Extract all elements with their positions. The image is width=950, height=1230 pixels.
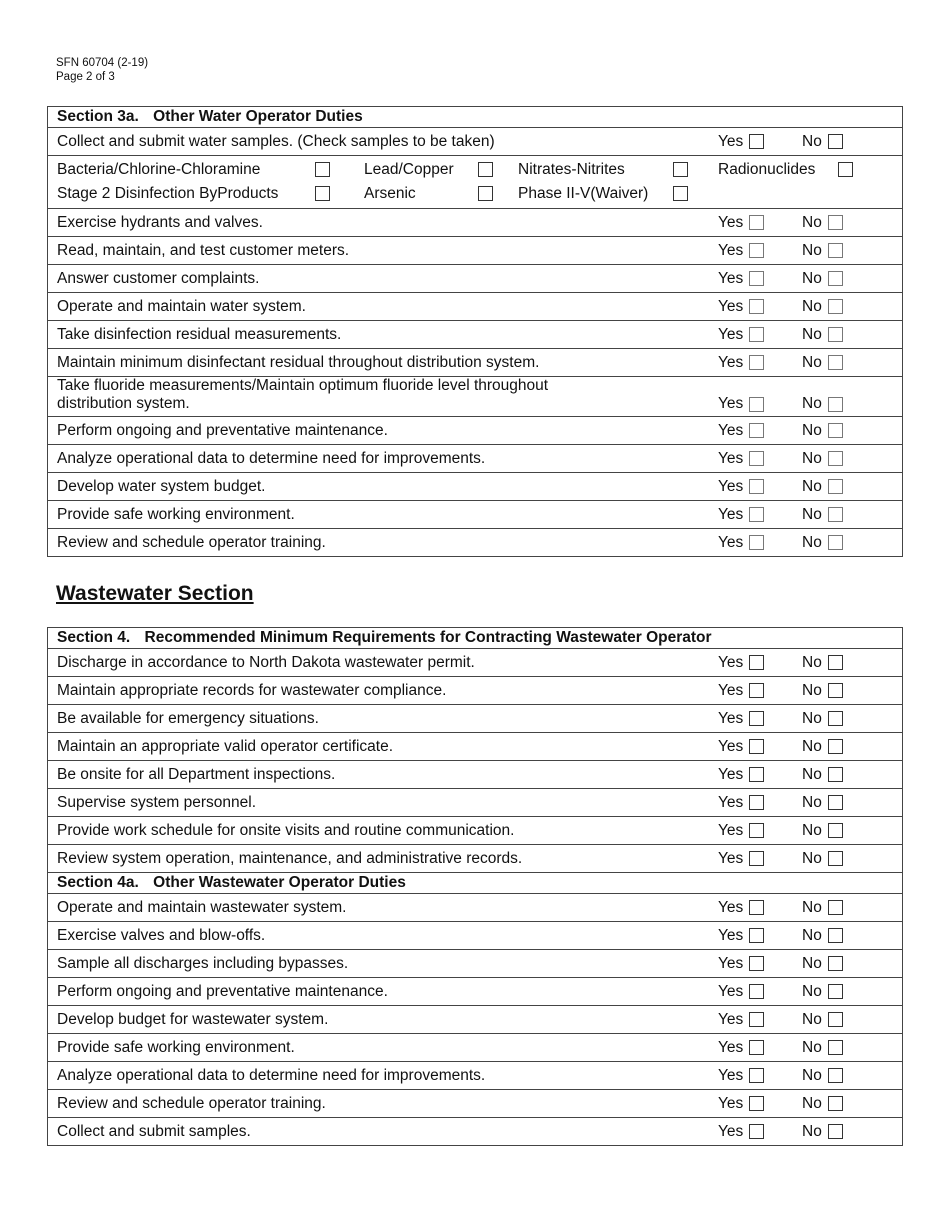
yes-checkbox[interactable] bbox=[749, 711, 764, 726]
yes-checkbox[interactable] bbox=[749, 1012, 764, 1027]
sample-label: Nitrates-Nitrites bbox=[518, 161, 625, 178]
requirement-row bbox=[48, 761, 903, 789]
requirement-row bbox=[48, 649, 903, 677]
no-label: No bbox=[802, 709, 822, 727]
yes-label: Yes bbox=[718, 849, 744, 867]
no-checkbox[interactable] bbox=[828, 655, 843, 670]
yes-label: Yes bbox=[718, 898, 744, 916]
no-checkbox[interactable] bbox=[828, 683, 843, 698]
yes-label: Yes bbox=[718, 765, 744, 783]
no-label: No bbox=[802, 1122, 822, 1140]
yes-checkbox[interactable] bbox=[749, 795, 764, 810]
no-checkbox[interactable] bbox=[828, 215, 843, 230]
no-checkbox[interactable] bbox=[828, 355, 843, 370]
yes-checkbox[interactable] bbox=[749, 397, 764, 412]
sample-label: Arsenic bbox=[364, 185, 416, 202]
duty-row bbox=[48, 501, 903, 529]
yes-label: Yes bbox=[718, 421, 744, 439]
yes-checkbox[interactable] bbox=[749, 956, 764, 971]
sample-checkbox[interactable] bbox=[315, 162, 330, 177]
duty-row bbox=[48, 1062, 903, 1090]
no-label: No bbox=[802, 421, 822, 439]
yes-label: Yes bbox=[718, 793, 744, 811]
yes-label: Yes bbox=[718, 653, 744, 671]
no-checkbox[interactable] bbox=[828, 397, 843, 412]
no-checkbox[interactable] bbox=[828, 451, 843, 466]
no-checkbox[interactable] bbox=[828, 739, 843, 754]
yes-checkbox[interactable] bbox=[749, 900, 764, 915]
duty-label: Sample all discharges including bypasses. bbox=[57, 954, 349, 972]
duty-label: Collect and submit samples. bbox=[57, 1122, 251, 1140]
sample-types-cell bbox=[48, 156, 903, 209]
sample-checkbox[interactable] bbox=[478, 186, 493, 201]
yes-checkbox[interactable] bbox=[749, 739, 764, 754]
samples-row-label: Collect and submit water samples. (Check samples to be taken) bbox=[57, 132, 495, 150]
duty-row bbox=[48, 529, 903, 557]
yes-label: Yes bbox=[718, 297, 744, 315]
duty-label: Exercise valves and blow-offs. bbox=[57, 926, 266, 944]
section-3a-table bbox=[47, 106, 903, 557]
yes-checkbox[interactable] bbox=[749, 1068, 764, 1083]
duty-label: Provide safe working environment. bbox=[57, 505, 295, 523]
yes-label: Yes bbox=[718, 737, 744, 755]
no-label: No bbox=[802, 821, 822, 839]
no-label: No bbox=[802, 297, 822, 315]
section-4-number: Section 4. bbox=[57, 629, 131, 646]
duty-row bbox=[48, 1118, 903, 1146]
yes-checkbox[interactable] bbox=[749, 535, 764, 550]
section-3a-number: Section 3a. bbox=[57, 108, 139, 125]
no-label: No bbox=[802, 477, 822, 495]
yes-label: Yes bbox=[718, 1066, 744, 1084]
section-3a-title: Other Water Operator Duties bbox=[153, 108, 363, 125]
no-checkbox[interactable] bbox=[828, 134, 843, 149]
requirement-label: Maintain an appropriate valid operator certificate. bbox=[57, 737, 394, 755]
duty-label bbox=[57, 377, 718, 413]
no-checkbox[interactable] bbox=[828, 1124, 843, 1139]
duty-row bbox=[48, 978, 903, 1006]
yes-label: Yes bbox=[718, 477, 744, 495]
no-label: No bbox=[802, 653, 822, 671]
no-checkbox[interactable] bbox=[828, 711, 843, 726]
no-checkbox[interactable] bbox=[828, 271, 843, 286]
duty-label-line1: Take fluoride measurements/Maintain optimum fluoride level throughout bbox=[57, 377, 549, 394]
duty-label: Maintain minimum disinfectant residual throughout distribution system. bbox=[57, 353, 540, 371]
yes-checkbox[interactable] bbox=[749, 1096, 764, 1111]
yes-checkbox[interactable] bbox=[749, 423, 764, 438]
yes-label: Yes bbox=[718, 982, 744, 1000]
section-4a-heading bbox=[48, 873, 903, 894]
sample-label: Lead/Copper bbox=[364, 161, 454, 178]
yes-checkbox[interactable] bbox=[749, 479, 764, 494]
no-checkbox[interactable] bbox=[828, 535, 843, 550]
yes-checkbox[interactable] bbox=[749, 507, 764, 522]
no-checkbox[interactable] bbox=[828, 423, 843, 438]
no-checkbox[interactable] bbox=[828, 1040, 843, 1055]
yes-checkbox[interactable] bbox=[749, 767, 764, 782]
duty-label: Take disinfection residual measurements. bbox=[57, 325, 342, 343]
yes-checkbox[interactable] bbox=[749, 1124, 764, 1139]
no-checkbox[interactable] bbox=[828, 928, 843, 943]
duty-label: Develop budget for wastewater system. bbox=[57, 1010, 329, 1028]
no-label: No bbox=[802, 681, 822, 699]
duty-row bbox=[48, 349, 903, 377]
yes-label: Yes bbox=[718, 132, 744, 150]
yes-checkbox[interactable] bbox=[749, 299, 764, 314]
yes-label: Yes bbox=[718, 1010, 744, 1028]
no-checkbox[interactable] bbox=[828, 1068, 843, 1083]
section-4-title: Recommended Minimum Requirements for Contracting Wastewater Operator bbox=[144, 629, 712, 646]
duty-row bbox=[48, 293, 903, 321]
duty-label: Perform ongoing and preventative maintenance. bbox=[57, 982, 388, 1000]
form-header bbox=[56, 56, 148, 84]
duty-row bbox=[48, 1006, 903, 1034]
page-number: Page 2 of 3 bbox=[56, 71, 115, 83]
yes-checkbox[interactable] bbox=[749, 134, 764, 149]
duty-row bbox=[48, 473, 903, 501]
no-checkbox[interactable] bbox=[828, 507, 843, 522]
no-checkbox[interactable] bbox=[828, 1096, 843, 1111]
wastewater-section-heading: Wastewater Section bbox=[56, 582, 254, 605]
duty-row bbox=[48, 209, 903, 237]
section-4a-title: Other Wastewater Operator Duties bbox=[153, 874, 406, 891]
duty-label-line2: distribution system. bbox=[57, 395, 190, 412]
sample-checkbox[interactable] bbox=[478, 162, 493, 177]
duty-row bbox=[48, 894, 903, 922]
no-label: No bbox=[802, 269, 822, 287]
sample-checkbox[interactable] bbox=[673, 186, 688, 201]
no-checkbox[interactable] bbox=[828, 851, 843, 866]
duty-row bbox=[48, 265, 903, 293]
no-label: No bbox=[802, 505, 822, 523]
no-label: No bbox=[802, 533, 822, 551]
yes-label: Yes bbox=[718, 1094, 744, 1112]
no-checkbox[interactable] bbox=[828, 984, 843, 999]
yes-label: Yes bbox=[718, 241, 744, 259]
sample-label: Bacteria/Chlorine-Chloramine bbox=[57, 161, 261, 178]
yes-label: Yes bbox=[718, 1122, 744, 1140]
no-checkbox[interactable] bbox=[828, 299, 843, 314]
yes-checkbox[interactable] bbox=[749, 243, 764, 258]
duty-row bbox=[48, 445, 903, 473]
no-label: No bbox=[802, 849, 822, 867]
section-3a-heading bbox=[48, 107, 903, 128]
yes-checkbox[interactable] bbox=[749, 851, 764, 866]
no-label: No bbox=[802, 793, 822, 811]
duty-row bbox=[48, 950, 903, 978]
duty-label: Operate and maintain water system. bbox=[57, 297, 306, 315]
sample-label: Phase II-V(Waiver) bbox=[518, 185, 649, 202]
no-label: No bbox=[802, 213, 822, 231]
no-label: No bbox=[802, 449, 822, 467]
yes-label: Yes bbox=[718, 821, 744, 839]
yes-label: Yes bbox=[718, 269, 744, 287]
no-label: No bbox=[802, 1094, 822, 1112]
requirement-label: Be available for emergency situations. bbox=[57, 709, 319, 727]
no-checkbox[interactable] bbox=[828, 1012, 843, 1027]
no-label: No bbox=[802, 765, 822, 783]
yes-label: Yes bbox=[718, 681, 744, 699]
requirement-row bbox=[48, 845, 903, 873]
yes-label: Yes bbox=[718, 926, 744, 944]
duty-label: Exercise hydrants and valves. bbox=[57, 213, 263, 231]
duty-label: Analyze operational data to determine need for improvements. bbox=[57, 1066, 486, 1084]
duty-row bbox=[48, 237, 903, 265]
no-label: No bbox=[802, 926, 822, 944]
yes-checkbox[interactable] bbox=[749, 271, 764, 286]
yes-checkbox[interactable] bbox=[749, 655, 764, 670]
requirement-row bbox=[48, 733, 903, 761]
no-label: No bbox=[802, 325, 822, 343]
no-label: No bbox=[802, 241, 822, 259]
yes-checkbox[interactable] bbox=[749, 215, 764, 230]
duty-label: Develop water system budget. bbox=[57, 477, 266, 495]
no-label: No bbox=[802, 898, 822, 916]
yes-label: Yes bbox=[718, 213, 744, 231]
duty-label: Operate and maintain wastewater system. bbox=[57, 898, 347, 916]
no-checkbox[interactable] bbox=[828, 767, 843, 782]
no-label: No bbox=[802, 395, 822, 412]
section-4a-number: Section 4a. bbox=[57, 874, 139, 891]
section-4-heading bbox=[48, 628, 903, 649]
no-checkbox[interactable] bbox=[828, 900, 843, 915]
no-label: No bbox=[802, 132, 822, 150]
yes-label: Yes bbox=[718, 353, 744, 371]
duty-row bbox=[48, 321, 903, 349]
duty-row bbox=[48, 922, 903, 950]
no-checkbox[interactable] bbox=[828, 956, 843, 971]
yes-label: Yes bbox=[718, 505, 744, 523]
requirement-row bbox=[48, 817, 903, 845]
yes-label: Yes bbox=[718, 709, 744, 727]
yes-checkbox[interactable] bbox=[749, 355, 764, 370]
duty-label: Review and schedule operator training. bbox=[57, 533, 326, 551]
sample-checkbox[interactable] bbox=[838, 162, 853, 177]
yes-checkbox[interactable] bbox=[749, 1040, 764, 1055]
yes-label: Yes bbox=[718, 1038, 744, 1056]
yes-label: Yes bbox=[718, 533, 744, 551]
no-label: No bbox=[802, 982, 822, 1000]
yes-label: Yes bbox=[718, 954, 744, 972]
yes-label: Yes bbox=[718, 395, 744, 412]
requirement-row bbox=[48, 705, 903, 733]
sample-label: Radionuclides bbox=[718, 161, 816, 178]
no-checkbox[interactable] bbox=[828, 327, 843, 342]
yes-checkbox[interactable] bbox=[749, 683, 764, 698]
no-label: No bbox=[802, 1010, 822, 1028]
no-label: No bbox=[802, 737, 822, 755]
no-label: No bbox=[802, 1066, 822, 1084]
no-checkbox[interactable] bbox=[828, 795, 843, 810]
yes-label: Yes bbox=[718, 449, 744, 467]
sample-label: Stage 2 Disinfection ByProducts bbox=[57, 185, 279, 202]
requirement-label: Provide work schedule for onsite visits and routine communication. bbox=[57, 821, 515, 839]
section-4-table bbox=[47, 627, 903, 1146]
duty-label: Read, maintain, and test customer meters. bbox=[57, 241, 350, 259]
samples-row bbox=[48, 128, 903, 156]
requirement-label: Maintain appropriate records for wastewater compliance. bbox=[57, 681, 447, 699]
duty-row bbox=[48, 1034, 903, 1062]
yes-checkbox[interactable] bbox=[749, 451, 764, 466]
no-checkbox[interactable] bbox=[828, 823, 843, 838]
duty-label: Review and schedule operator training. bbox=[57, 1094, 326, 1112]
duty-label: Provide safe working environment. bbox=[57, 1038, 295, 1056]
requirement-row bbox=[48, 789, 903, 817]
no-checkbox[interactable] bbox=[828, 479, 843, 494]
yes-checkbox[interactable] bbox=[749, 984, 764, 999]
requirement-row bbox=[48, 677, 903, 705]
yes-label: Yes bbox=[718, 325, 744, 343]
no-label: No bbox=[802, 1038, 822, 1056]
yes-checkbox[interactable] bbox=[749, 327, 764, 342]
no-checkbox[interactable] bbox=[828, 243, 843, 258]
requirement-label: Supervise system personnel. bbox=[57, 793, 257, 811]
duty-label: Perform ongoing and preventative maintenance. bbox=[57, 421, 388, 439]
yes-checkbox[interactable] bbox=[749, 928, 764, 943]
duty-label: Answer customer complaints. bbox=[57, 269, 260, 287]
sample-checkbox[interactable] bbox=[673, 162, 688, 177]
duty-row bbox=[48, 1090, 903, 1118]
duty-row-fluoride bbox=[48, 377, 903, 417]
requirement-label: Be onsite for all Department inspections. bbox=[57, 765, 336, 783]
form-id: SFN 60704 (2-19) bbox=[56, 57, 149, 69]
duty-row bbox=[48, 417, 903, 445]
no-label: No bbox=[802, 954, 822, 972]
requirement-label: Discharge in accordance to North Dakota wastewater permit. bbox=[57, 653, 475, 671]
no-label: No bbox=[802, 353, 822, 371]
duty-label: Analyze operational data to determine need for improvements. bbox=[57, 449, 486, 467]
requirement-label: Review system operation, maintenance, and administrative records. bbox=[57, 849, 523, 867]
yes-checkbox[interactable] bbox=[749, 823, 764, 838]
sample-checkbox[interactable] bbox=[315, 186, 330, 201]
